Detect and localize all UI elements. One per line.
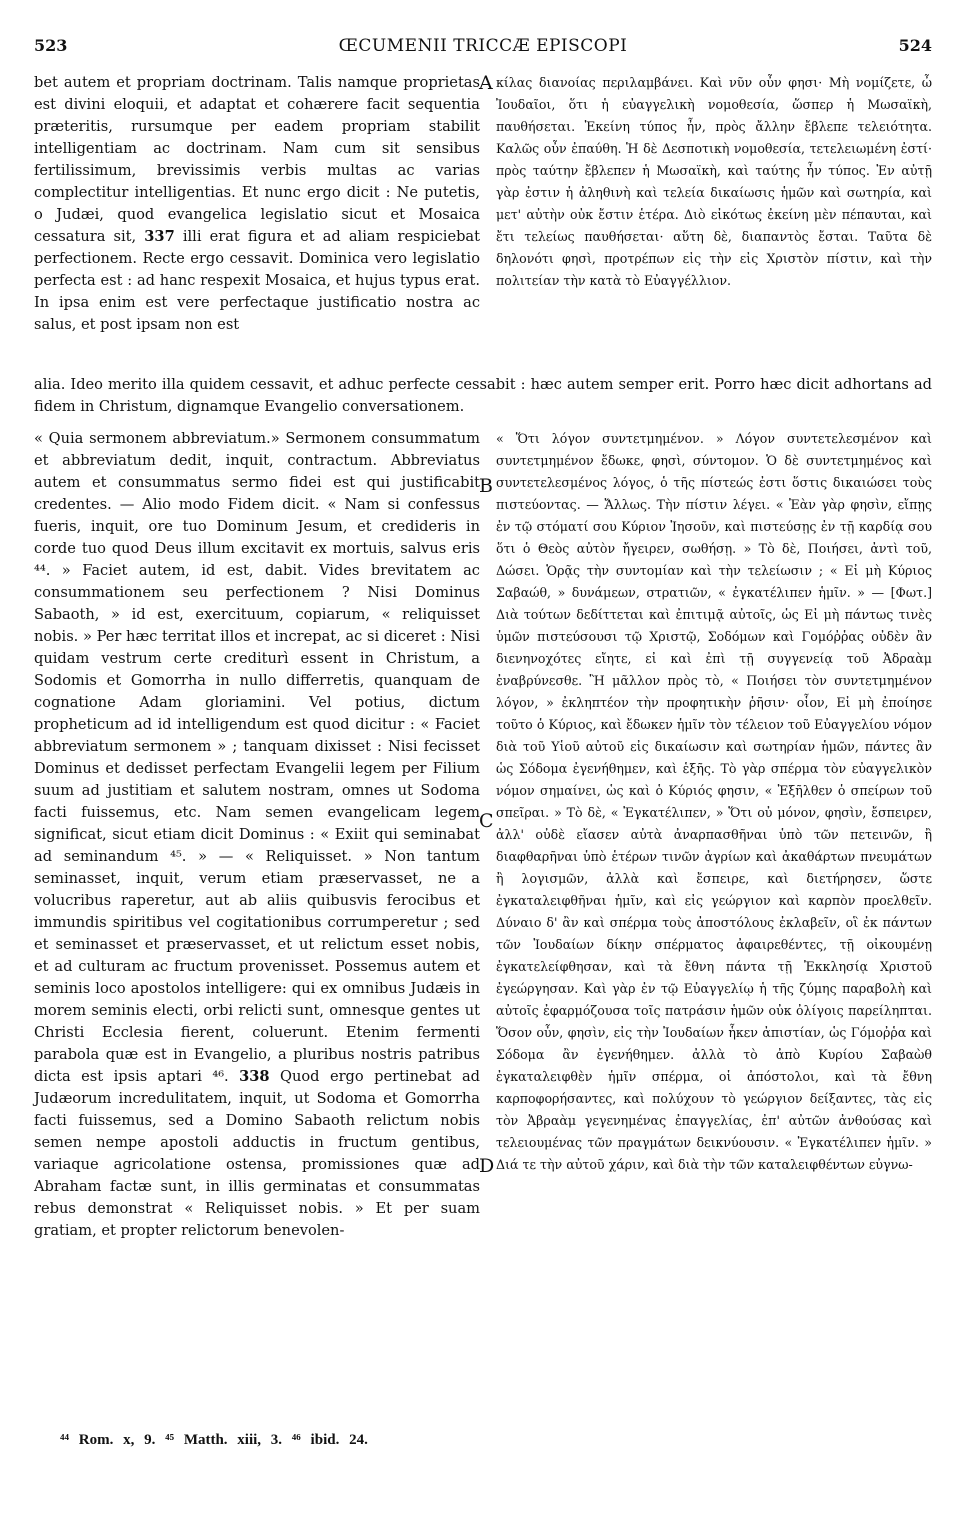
section-marker-b: B [479,475,493,497]
section-marker-c: C [479,810,494,832]
column-number-337: 337 [144,228,175,245]
latin-column-top [34,72,480,336]
footnotes: ⁴⁴ Rom. x, 9. ⁴⁵ Matth. xiii, 3. ⁴⁶ ibid. 24. [60,1432,368,1448]
running-title: ŒCUMENII TRICCÆ EPISCOPI [338,36,628,56]
latin-text-top-continued: illi erat figura et ad aliam respiciebat perfectionem. Recte ergo cessavit. Dominica vero legislatio perfecta est : ad hanc respexit Mosaica, et hujus typus erat. In ipsa enim est vere perfectaque justificatio nostra ac salus, et post ipsam non est [34,228,480,333]
greek-text-main: « Ὅτι λόγον συντετμημένον. » Λόγον συντετελεσμένον καὶ συντετμημένον ἔδωκε, φησὶ, σύντομον. Ὁ δὲ συντετμημένος καὶ συντετελεσμένος λόγος, ὁ τῆς πίστεώς ἐστι ὅστις δικαιώσει τοὺς πιστεύοντας. — Ἄλλως. Τὴν πίστιν λέγει. « Ἐὰν γὰρ φησὶν, εἴπῃς ἐν τῷ στόματί σου Κύριον Ἰησοῦν, καὶ πιστεύσῃς ἐν τῇ καρδίᾳ σου ὅτι ὁ Θεὸς αὐτὸν ἤγειρεν, σωθήσῃ. » Τὸ δὲ, Ποιήσει, ἀντὶ τοῦ, Δώσει. Ὁρᾷς τὴν συντομίαν καὶ τὴν τελείωσιν ; « Εἰ μὴ Κύριος Σαβαώθ, » δυνάμεων, στρατιῶν, « ἐγκατέλιπεν ἡμῖν. » — [Φωτ.] Διὰ τούτων δεδίττεται καὶ ἐπιτιμᾷ αὐτοῖς, ὡς Εἰ μὴ πάντως τινὲς ὑμῶν πιστεύσουσι τῷ Χριστῷ, Σοδόμων καὶ Γομόῤῥας οὐδὲν ἂν διενηνοχότες εἴητε, εἰ καὶ ἐπὶ τῇ συγγενείᾳ τοῦ Ἀδραὰμ ἐναβρύνεσθε. Ἢ μᾶλλον πρὸς τὸ, « Ποιήσει τὸν συντετμημένον λόγον, » ἐκληπτέον τὴν προφητικὴν ῥῆσιν· οἷον, Εἰ μὴ ἐποίησε τοῦτο ὁ Κύριος, καὶ ἔδωκεν ἡμῖν τὸν τέλειον τοῦ Εὐαγγελίου νόμον διὰ τοῦ Υἱοῦ αὐτοῦ εἰς δικαίωσιν καὶ σωτηρίαν ἡμῶν, πάντες ἂν ὡς Σόδομα ἐγενήθημεν, καὶ ἑξῆς. Τὸ γὰρ σπέρμα τὸν εὐαγγελικὸν νόμον σημαίνει, ὡς καὶ ὁ Κύριός φησιν, « Ἐξῆλθεν ὁ σπείρων τοῦ σπεῖραι. » Τὸ δὲ, « Ἐγκατέλιπεν, » Ὅτι οὐ μόνον, φησὶν, ἔσπειρεν, ἀλλ' οὐδὲ εἴασεν αὐτὰ ἀναρπασθῆναι ὑπὸ τῶν πετεινῶν, ἢ διαφθαρῆναι ὑπὸ ἑτέρων τινῶν ἀγρίων καὶ ἀκαθάρτων πνευμάτων ἢ λογισμῶν, ἀλλὰ καὶ ἔσπειρε, καὶ διετήρησεν, ὥστε ἐγκαταλειφθῆναι ἡμῖν, καὶ εἰς γεώργιον καὶ καρπὸν προελθεῖν. Δύναιο δ' ἂν καὶ σπέρμα τοὺς ἀποστόλους ἐκλαβεῖν, οἳ ἐκ πάντων τῶν Ἰουδαίων δίκην σπέρματος ἀφαιρεθέντες, τῇ οἰκουμένῃ ἐγκατελείφθησαν, καὶ τὰ ἔθνη πάντα τῇ Ἐκκλησίᾳ Χριστοῦ ἐγεώργησαν. Καὶ γὰρ ἐν τῷ Εὐαγγελίῳ ἡ τῆς ζύμης παραβολὴ καὶ αὐτοῖς ἐφαρμόζουσα τοῖς πατράσιν ἡμῶν οὐκ ὀλίγοις παρείληπται. Ὅσον οὖν, φησὶν, εἰς τὴν Ἰουδαίων ἧκεν ἀπιστίαν, ὡς Γόμοῤῥα καὶ Σόδομα ἂν ἐγενήθημεν. ἀλλὰ τὸ ἀπὸ Κυρίου Σαβαὼθ ἐγκαταλειφθὲν ἡμῖν σπέρμα, οἱ ἀπόστολοι, καὶ τὰ ἔθνη καρποφορήσαντες, καὶ πολύχουν τὸ γεώργιον δείξαντες, τὰς εἰς τὸν Ἀβραὰμ γεγενημένας ἐπαγγελίας, ἐπ' αὐτῶν ἀνθούσας καὶ τελειουμένας τῶν πραγμάτων δεικνύουσιν. « Ἐγκατέλιπεν ἡμῖν. » Διά τε τὴν αὐτοῦ χάριν, καὶ διὰ τὴν τῶν καταλειφθέντων εὐγνω- [496,431,932,1172]
page-number-right: 524 [898,36,932,55]
full-width-text [34,374,932,418]
section-marker-a: A [479,72,493,94]
latin-text-main-continued: Quod ergo pertinebat ad Judæorum incredulitatem, inquit, ut Sodoma et Gomorrha facti fuissemus, sed a Domino Sabaoth relictum nobis semen nempe apostoli adductis in fructum gentibus, variaque agricolatione ostensa, promissiones quæ ad Abraham factæ sunt, in illis germinatas et consummatas rebus demonstrat « Reliquisset nobis. » Et per suam gratiam, et propter relictorum benevolen- [34,1068,481,1239]
running-header [34,30,932,62]
greek-column-top [496,72,932,292]
section-marker-d: D [479,1155,495,1177]
page-number-left: 523 [34,36,68,55]
full-width-paragraph: alia. Ideo merito illa quidem cessavit, et adhuc perfecte cessabit : hæc autem semper erit. Porro hæc dicit adhortans ad fidem in Christum, dignamque Evangelio conversationem. [34,376,932,415]
latin-column-main [34,428,480,1242]
greek-text-top: κίλας διανοίας περιλαμβάνει. Καὶ νῦν οὖν φησι· Μὴ νομίζετε, ὦ Ἰουδαῖοι, ὅτι ἡ εὐαγγελικὴ νομοθεσία, ὥσπερ ἡ Μωσαϊκὴ, παυθήσεται. Ἐκείνη τύπος ἦν, πρὸς ἄλλην ἔβλεπε τελειότητα. Καλῶς οὖν ἐπαύθη. Ἡ δὲ Δεσποτικὴ νομοθεσία, τετελειωμένη ἐστί· πρὸς ταύτην ἔβλεπεν ἡ Μωσαϊκὴ, καὶ ταύτης ἦν τύπος. Ἐν αὐτῇ γὰρ ἐστιν ἡ ἀληθινὴ καὶ τελεία δικαίωσις ἡμῶν καὶ σωτηρία, καὶ μετ' αὐτὴν οὐκ ἔστιν ἑτέρα. Διὸ εἰκότως ἐκείνη μὲν πέπαυται, καὶ ἔτι τελείως παυθήσεται· αὕτη δὲ, διαπαντὸς ἔσται. Ταῦτα δὲ δηλονότι φησὶ, προτρέπων εἰς τὴν εἰς Χριστὸν πίστιν, καὶ τὴν πολιτείαν τὴν κατὰ τὸ Εὐαγγέλλιον. [496,75,932,288]
greek-column-main [496,428,932,1176]
latin-text-top: bet autem et propriam doctrinam. Talis namque proprietas est divini eloquii, et adaptat et cohærere facit sequentia præteritis, rursumque per eadem propriam stabilit intelligentiam ac doctrinam. Nam cum sit sensibus fertilissimum, brevissimis verbis multas ac varias complectitur intelligentias. Et nunc ergo dicit : Ne putetis, o Judæi, quod evangelica legislatio sicut et Mosaica cessatura sit, [34,74,480,245]
latin-text-main: « Quia sermonem abbreviatum.» Sermonem consummatum et abbreviatum dedit, inquit, contractum. Abbreviatus autem et consummatus sermo fidei est qui justificabit credentes. — Alio modo Fidem dicit. « Nam si confessus fueris, inquit, ore tuo Dominum Jesum, et credideris in corde tuo quod Deus illum excitavit ex mortuis, salvus eris ⁴⁴. » Faciet autem, id est, dabit. Vides brevitatem ac consummationem seu perfectionem ? Nisi Dominus Sabaoth, » id est, exercituum, copiarum, « reliquisset nobis. » Per hæc territat illos et increpat, ac si diceret : Nisi quidam vestrum certe crediturì essent in Christum, a Sodomis et Gomorrha in nullo differretis, quanquam de cognatione Adam gloriamini. Vel potius, dictum propheticum ad id intelligendum est quod dicitur : « Faciet abbreviatum sermonem » ; tanquam dixisset : Nisi fecisset Dominus et dedisset perfectam Evangelii legem per Filium suum ad justitiam et salutem nostram, omnes ut Sodoma facti fuissemus, etc. Nam semen evangelicam legem significat, sicut etiam dicit Dominus : « Exiit qui seminabat ad seminandum ⁴⁵. » — « Reliquisset. » Non tantum seminasset, inquit, verum etiam præservasset, ne a volucribus raperetur, aut ab aliis quibusvis ferocibus et immundis spiritibus vel cogitationibus corrumperetur ; sed et seminasset et præservasset, et ut relictum esset nobis, et ad culturam ac fructum provenisset. Possemus autem et seminis loco apostolos intelligere: qui ex omnibus Judæis in morem seminis electi, orbi relicti sunt, omnesque gentes ut Christi Ecclesia fierent, coluerunt. Etenim fermenti parabola quæ est in Evangelio, a pluribus nostris patribus dicta est ipsis aptari ⁴⁶. [34,430,480,1085]
column-number-338: 338 [239,1068,270,1085]
